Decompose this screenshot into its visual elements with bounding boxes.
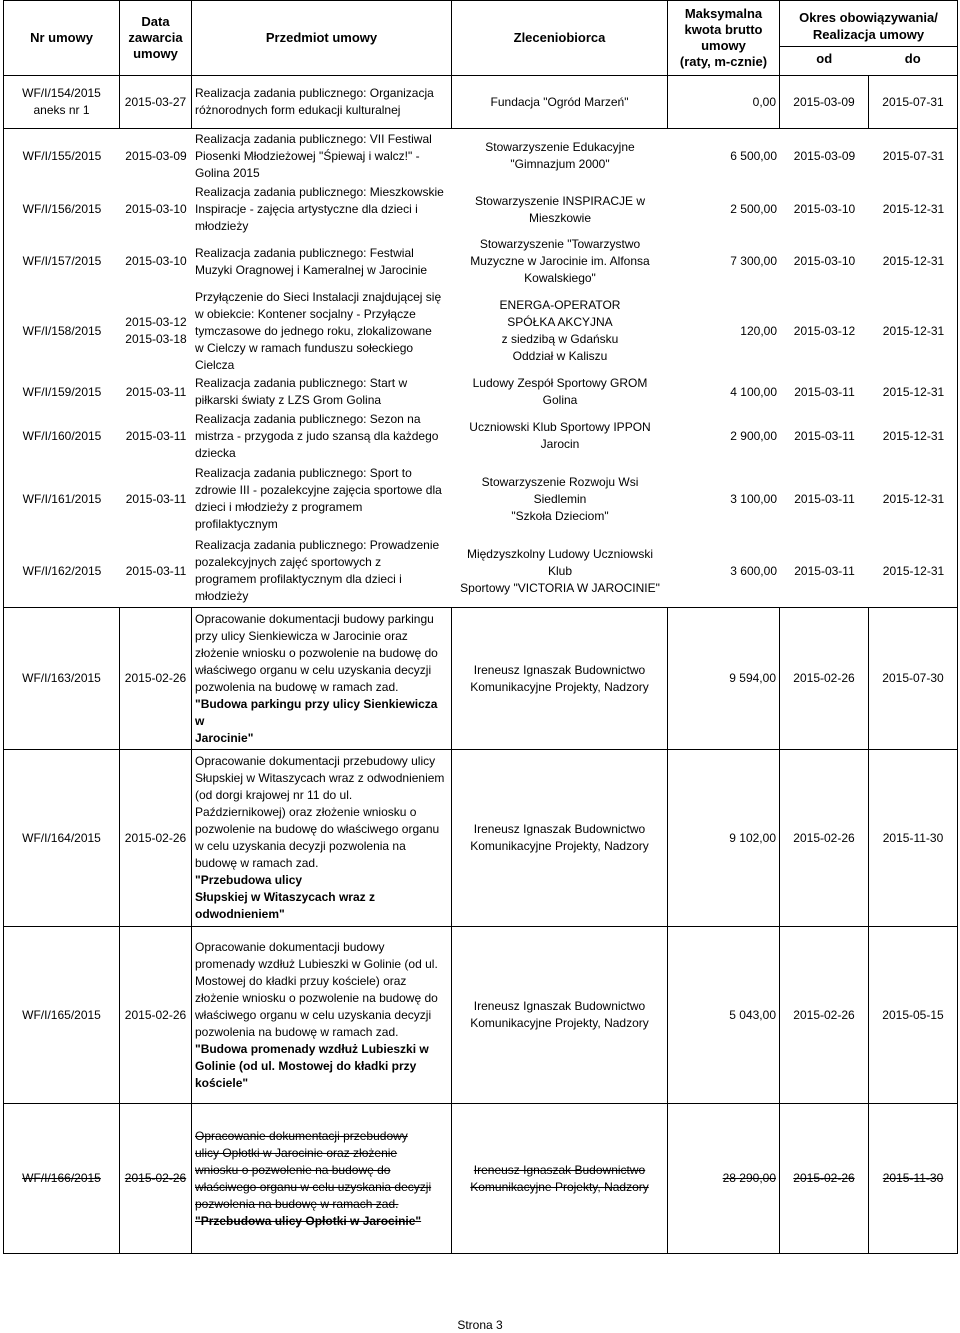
table-row xyxy=(4,535,958,607)
contract-date: 2015-03-11 xyxy=(125,491,187,506)
date-from: 2015-03-09 xyxy=(780,76,869,129)
contract-subject: Realizacja zadania publicznego: Start w piłkarski światy z LZS Grom Golina xyxy=(195,376,408,407)
contract-number: WF/I/164/2015 xyxy=(4,750,120,927)
contractor: Ludowy Zespół Sportowy GROM Golina xyxy=(472,376,648,407)
header-zleceniobiorca: Zleceniobiorca xyxy=(452,1,668,76)
table-row xyxy=(4,236,958,287)
contract-date: 2015-03-11 xyxy=(125,563,187,578)
contract-number: WF/I/155/2015 xyxy=(22,148,102,163)
amount: 6 500,00 xyxy=(730,148,777,163)
header-do: do xyxy=(904,50,921,66)
date-from: 2015-03-09 xyxy=(793,148,856,163)
date-to: 2015-12-31 xyxy=(882,254,945,268)
header-kwota: Maksymalna kwota brutto umowy (raty, m-cznie) xyxy=(668,1,780,76)
contract-number: WF/I/157/2015 xyxy=(22,254,102,268)
date-from: 2015-02-26 xyxy=(780,1104,869,1254)
table-row xyxy=(4,1104,958,1254)
date-to: 2015-07-31 xyxy=(882,148,945,163)
date-to: 2015-12-31 xyxy=(882,384,945,399)
amount: 4 100,00 xyxy=(730,384,777,399)
grouped-rows-table xyxy=(4,129,958,607)
amount: 3 100,00 xyxy=(730,491,777,506)
contractor: Ireneusz Ignaszak Budownictwo Komunikacyjne Projekty, Nadzory xyxy=(452,750,668,927)
table-row xyxy=(4,750,958,927)
contract-number: WF/I/161/2015 xyxy=(22,491,102,506)
contractor: Międzyszkolny Ludowy Uczniowski Klub Sportowy "VICTORIA W JAROCINIE" xyxy=(460,546,660,595)
date-to: 2015-12-31 xyxy=(882,428,945,443)
contractor: Stowarzyszenie "Towarzystwo Muzyczne w Jarocinie im. Alfonsa Kowalskiego" xyxy=(470,237,650,285)
table-row xyxy=(4,608,958,750)
date-to: 2015-12-31 xyxy=(882,491,945,506)
date-to: 2015-11-30 xyxy=(869,750,958,927)
contract-subject: Realizacja zadania publicznego: VII Festiwal Piosenki Młodzieżowej "Śpiewaj i walcz!" - Golina 2015 xyxy=(195,131,432,180)
table-row xyxy=(4,183,958,236)
header-od: od xyxy=(816,50,833,66)
contractor: Ireneusz Ignaszak Budownictwo Komunikacyjne Projekty, Nadzory xyxy=(452,1104,668,1254)
contract-number: WF/I/159/2015 xyxy=(22,384,102,399)
subject-text: Opracowanie dokumentacji budowy parkingu przy ulicy Sienkiewicza w Jarocinie oraz złożenie wniosku o pozwolenie na budowę do właściwego organu w celu uzyskania decyzji pozwolenia na budowę w ramach zad. xyxy=(195,611,438,694)
table-row xyxy=(4,409,958,463)
contract-subject xyxy=(192,608,452,750)
table-row xyxy=(4,927,958,1104)
grouped-rows-cell xyxy=(4,129,958,608)
contract-subject xyxy=(192,1104,452,1254)
date-from: 2015-03-10 xyxy=(793,202,856,216)
contractor: Stowarzyszenie Rozwoju Wsi Siedlemin "Szkoła Dzieciom" xyxy=(481,474,639,523)
date-from: 2015-03-11 xyxy=(794,384,855,399)
table-row xyxy=(4,76,958,129)
contractor: ENERGA-OPERATOR SPÓŁKA AKCYJNA z siedzibą w Gdańsku Oddział w Kaliszu xyxy=(499,298,621,363)
contract-number: WF/I/166/2015 xyxy=(4,1104,120,1254)
task-name: "Przebudowa ulicy Opłotki w Jarocinie" xyxy=(195,1213,422,1228)
date-from: 2015-03-11 xyxy=(794,563,855,578)
contract-subject: Realizacja zadania publicznego: Sezon na mistrza - przygoda z judo szansą dla każdego dziecka xyxy=(195,411,439,460)
date-to: 2015-07-30 xyxy=(869,608,958,750)
contract-number: WF/I/156/2015 xyxy=(22,202,102,216)
contract-number: WF/I/154/2015 aneks nr 1 xyxy=(4,76,120,129)
date-from: 2015-03-11 xyxy=(794,491,855,506)
page-number: Strona 3 xyxy=(457,1318,503,1332)
contractor: Ireneusz Ignaszak Budownictwo Komunikacyjne Projekty, Nadzory xyxy=(452,927,668,1104)
contract-date: 2015-02-26 xyxy=(120,750,192,927)
table-row xyxy=(4,375,958,409)
date-from: 2015-03-12 xyxy=(793,323,856,338)
contract-date: 2015-03-11 xyxy=(125,384,187,399)
date-to: 2015-12-31 xyxy=(882,563,945,578)
contract-subject: Realizacja zadania publicznego: Prowadzenie pozalekcyjnych zajęć sportowych z programem profilaktycznym dla dzieci i młodzieży xyxy=(195,538,440,603)
amount: 7 300,00 xyxy=(730,254,777,268)
subject-text: Opracowanie dokumentacji budowy promenady wzdłuż Lubieszki w Golinie (od ul. Mostowej do kładki przuy kościele) oraz złożenie wniosku o pozwolenie na budowę do właściwego organu w celu uzyskania decyzji pozwolenia na budowę w ramach zad. xyxy=(195,939,438,1039)
contract-date: 2015-03-12 2015-03-18 xyxy=(125,315,187,346)
contract-subject: Realizacja zadania publicznego: Organizacja różnorodnych form edukacji kulturalnej xyxy=(192,76,452,129)
contract-subject xyxy=(192,750,452,927)
header-przedmiot: Przedmiot umowy xyxy=(192,1,452,76)
subject-text: Opracowanie dokumentacji przebudowy ulicy Opłotki w Jarocinie oraz złożenie wniosku o pozwolenie na budowę do właściwego organu w celu uzyskania decyzji pozwolenia na budowę w ramach zad. xyxy=(195,1128,432,1211)
table-row xyxy=(4,287,958,375)
contractor: Uczniowski Klub Sportowy IPPON Jarocin xyxy=(469,420,651,451)
contract-number: WF/I/163/2015 xyxy=(4,608,120,750)
contracts-table xyxy=(3,0,958,1254)
amount: 9 594,00 xyxy=(668,608,780,750)
header-data: Data zawarcia umowy xyxy=(120,1,192,76)
contract-number: WF/I/158/2015 xyxy=(22,323,102,338)
task-name: "Budowa parkingu przy ulicy Sienkiewicza w Jarocinie" xyxy=(195,696,438,745)
header-okres-split xyxy=(780,47,957,71)
contractor: Ireneusz Ignaszak Budownictwo Komunikacyjne Projekty, Nadzory xyxy=(452,608,668,750)
date-from: 2015-02-26 xyxy=(780,750,869,927)
table-row xyxy=(4,463,958,535)
date-from: 2015-02-26 xyxy=(780,927,869,1104)
amount: 2 900,00 xyxy=(730,428,777,443)
date-to: 2015-07-31 xyxy=(869,76,958,129)
date-from: 2015-03-11 xyxy=(794,428,855,443)
contractor: Stowarzyszenie INSPIRACJE w Mieszkowie xyxy=(474,193,646,225)
contract-date: 2015-02-26 xyxy=(120,927,192,1104)
amount: 120,00 xyxy=(740,323,777,338)
date-to: 2015-12-31 xyxy=(882,323,945,338)
amount: 5 043,00 xyxy=(668,927,780,1104)
amount: 3 600,00 xyxy=(730,563,777,578)
date-to: 2015-11-30 xyxy=(869,1104,958,1254)
contract-date: 2015-02-26 xyxy=(120,1104,192,1254)
date-to: 2015-12-31 xyxy=(882,202,945,216)
header-okres xyxy=(780,1,958,76)
amount: 28 290,00 xyxy=(668,1104,780,1254)
contract-subject: Przyłączenie do Sieci Instalacji znajdującej się w obiekcie: Kontener socjalny - Przyłącze tymczasowe do jednego roku, zlokalizowane w Cielczy w ramach funduszu sołeckiego Cielcza xyxy=(195,289,442,372)
date-from: 2015-03-10 xyxy=(793,254,856,268)
header-nr: Nr umowy xyxy=(4,1,120,76)
contract-date: 2015-02-26 xyxy=(120,608,192,750)
contract-date: 2015-03-11 xyxy=(125,428,187,443)
table-row xyxy=(4,129,958,183)
header-row xyxy=(4,1,958,76)
contract-subject xyxy=(192,927,452,1104)
amount: 9 102,00 xyxy=(668,750,780,927)
header-okres-title: Okres obowiązywania/ Realizacja umowy xyxy=(780,6,957,47)
contractor: Stowarzyszenie Edukacyjne "Gimnazjum 2000" xyxy=(485,140,635,171)
contract-number: WF/I/165/2015 xyxy=(4,927,120,1104)
contract-subject: Realizacja zadania publicznego: Sport to zdrowie III - pozalekcyjne zajęcia sportowe dla dzieci i młodzieży z programem profilaktycznym xyxy=(195,466,442,531)
contract-number: WF/I/160/2015 xyxy=(22,428,102,443)
date-from: 2015-02-26 xyxy=(780,608,869,750)
grouped-rows xyxy=(4,129,958,608)
date-to: 2015-05-15 xyxy=(869,927,958,1104)
contract-date: 2015-03-09 xyxy=(125,148,187,163)
subject-text: Opracowanie dokumentacji przebudowy ulicy Słupskiej w Witaszycach wraz z odwodnieniem (od dorgi krajowej nr 11 do ul. Październikowej) oraz złożenie wniosku o pozwolenie na budowę do właściwego organu w celu uzyskania decyzji pozwolenia na budowę w ramach zad. xyxy=(195,754,445,870)
amount: 0,00 xyxy=(668,76,780,129)
contract-number: WF/I/162/2015 xyxy=(22,563,102,578)
contract-subject: Realizacja zadania publicznego: Mieszkowskie Inspiracje - zajęcia artystyczne dla dzieci i młodzieży xyxy=(195,185,444,233)
contract-date: 2015-03-27 xyxy=(120,76,192,129)
contract-date: 2015-03-10 xyxy=(125,202,187,216)
task-name: "Budowa promenady wzdłuż Lubieszki w Golinie (od ul. Mostowej do kładki przy kościele" xyxy=(195,1041,429,1090)
task-name: "Przebudowa ulicy Słupskiej w Witaszycach wraz z odwodnieniem" xyxy=(195,873,375,921)
contract-date: 2015-03-10 xyxy=(125,254,187,268)
contract-subject: Realizacja zadania publicznego: Festwial Muzyki Oragnowej i Kameralnej w Jarocinie xyxy=(195,245,428,277)
amount: 2 500,00 xyxy=(730,202,777,216)
contractor: Fundacja "Ogród Marzeń" xyxy=(452,76,668,129)
